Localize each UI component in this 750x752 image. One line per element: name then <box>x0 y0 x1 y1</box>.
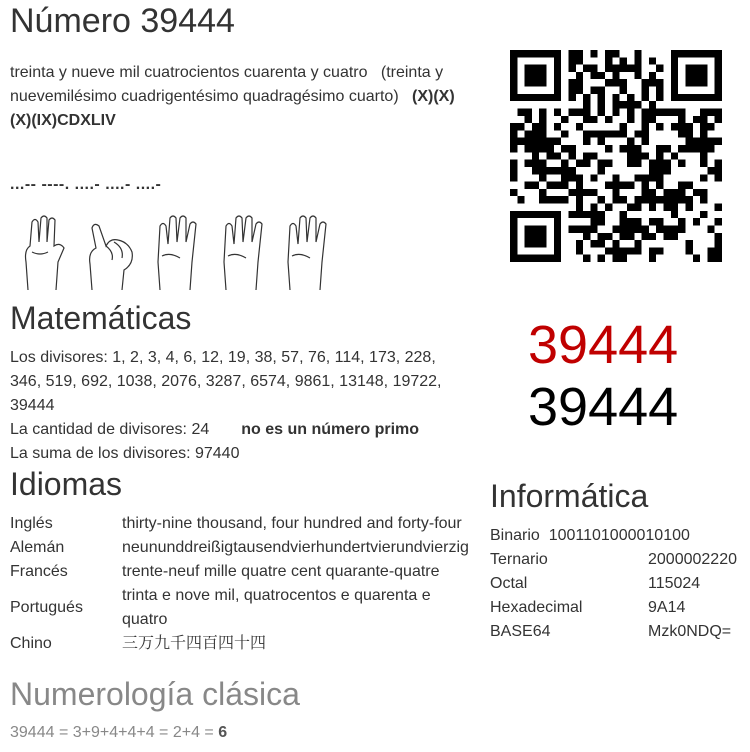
ordinal-words: (treinta y nuevemilésimo cuadrigentésimo quadragésimo cuarto) <box>10 64 444 105</box>
math-heading: Matemáticas <box>10 300 192 336</box>
big-number-red: 39444 <box>528 315 679 375</box>
math-section <box>10 346 470 466</box>
languages-heading: Idiomas <box>10 466 123 502</box>
info-row <box>490 572 737 596</box>
prime-status: no es un número primo <box>241 421 420 438</box>
info-value: 115024 <box>648 575 701 592</box>
divisor-count: La cantidad de divisores: 24 <box>10 421 210 438</box>
hand-sign-icon <box>84 212 142 292</box>
sign-language-hands <box>18 212 338 292</box>
info-value: Mzk0NDQ= <box>648 623 732 640</box>
qr-code-icon <box>510 50 722 262</box>
language-name: Inglés <box>10 515 53 532</box>
divisor-count-line <box>10 418 470 442</box>
info-label: Ternario <box>490 551 548 568</box>
morse-code: ...-- ----. ....- ....- ....- <box>10 176 162 193</box>
number-words <box>10 61 470 133</box>
numerology-line <box>10 724 227 742</box>
languages-table <box>10 512 472 656</box>
informatica-table <box>490 524 737 644</box>
language-row <box>10 560 472 584</box>
roman-numeral: (X)(X)(X)(IX)CDXLIV <box>10 88 455 129</box>
info-label: Binario <box>490 527 540 544</box>
info-row <box>490 548 737 572</box>
hand-sign-icon <box>280 212 338 292</box>
hand-sign-icon <box>18 212 76 292</box>
info-value: 1001101000010100 <box>548 527 690 544</box>
info-row <box>490 620 737 644</box>
info-row <box>490 596 737 620</box>
info-label: Octal <box>490 575 528 592</box>
language-name: Alemán <box>10 539 65 556</box>
informatica-heading: Informática <box>490 478 649 514</box>
divisor-sum: La suma de los divisores: 97440 <box>10 445 240 462</box>
language-row <box>10 632 472 656</box>
page-title: Número 39444 <box>10 2 235 40</box>
language-text: 三万九千四百四十四 <box>122 635 267 652</box>
language-text: neununddreißigtausendvierhundertvierundvierzig <box>122 539 469 556</box>
info-value: 9A14 <box>648 599 686 616</box>
info-label: Hexadecimal <box>490 599 583 616</box>
language-text: thirty-nine thousand, four hundred and forty-four <box>122 515 462 532</box>
numerology-heading: Numerología clásica <box>10 676 300 712</box>
numerology-formula: 39444 = 3+9+4+4+4 = 2+4 = <box>10 724 219 741</box>
info-label: BASE64 <box>490 623 551 640</box>
language-name: Portugués <box>10 599 83 616</box>
language-name: Francés <box>10 563 68 580</box>
language-row <box>10 584 472 632</box>
language-text: trinta e nove mil, quatrocentos e quarenta e quatro <box>122 587 431 628</box>
language-text: trente-neuf mille quatre cent quarante-quatre <box>122 563 440 580</box>
hand-sign-icon <box>216 212 274 292</box>
spanish-words: treinta y nueve mil cuatrocientos cuarenta y cuatro <box>10 64 368 81</box>
numerology-result: 6 <box>218 724 228 741</box>
language-row <box>10 536 472 560</box>
divisors-list: Los divisores: 1, 2, 3, 4, 6, 12, 19, 38, 57, 76, 114, 173, 228, 346, 519, 692, 1038, 2076, 3287, 6574, 9861, 13148, 19722, 39444 <box>10 349 442 414</box>
info-value: 2000002220 <box>648 551 737 568</box>
big-number-black: 39444 <box>528 377 679 437</box>
language-name: Chino <box>10 635 52 652</box>
info-row <box>490 524 737 548</box>
language-row <box>10 512 472 536</box>
hand-sign-icon <box>150 212 208 292</box>
